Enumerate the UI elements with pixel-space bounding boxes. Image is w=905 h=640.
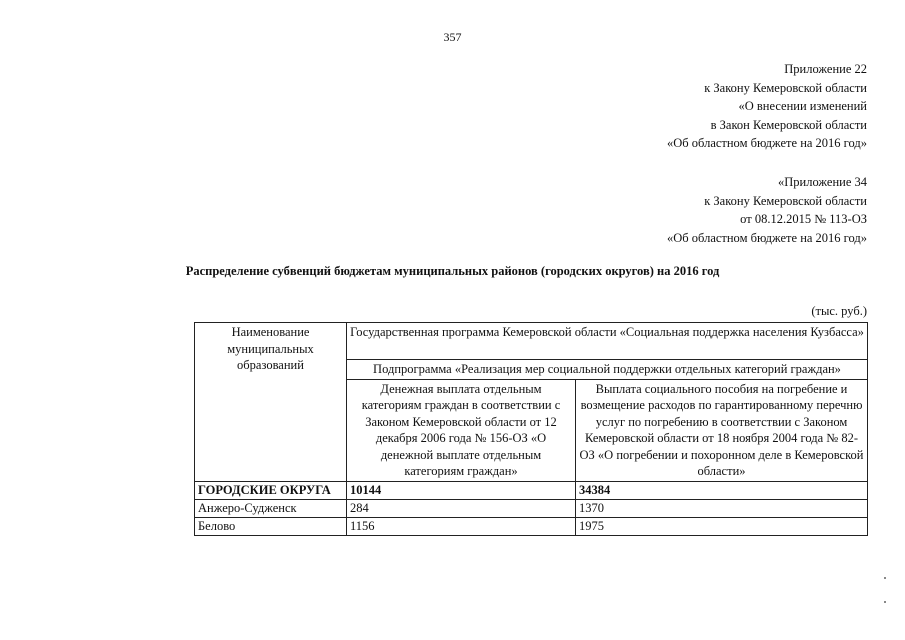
appendix-line: в Закон Кемеровской области xyxy=(710,117,867,132)
row-name: Белово xyxy=(195,517,347,535)
municipality-column-header: Наименование муниципальных образований xyxy=(195,323,347,482)
row-value-cash-payment: 10144 xyxy=(347,481,576,499)
appendix-line: к Закону Кемеровской области xyxy=(704,193,867,208)
row-name: ГОРОДСКИЕ ОКРУГА xyxy=(195,481,347,499)
appendix-line: «О внесении изменений xyxy=(738,99,867,114)
appendix-line: к Закону Кемеровской области xyxy=(704,80,867,95)
appendix-34-header xyxy=(667,173,867,247)
subvention-table xyxy=(194,322,868,536)
program-header: Государственная программа Кемеровской области «Социальная поддержка населения Кузбасса» xyxy=(347,323,868,360)
appendix-line: «Приложение 34 xyxy=(778,175,867,189)
appendix-line: «Об областном бюджете на 2016 год» xyxy=(667,230,867,245)
table-row xyxy=(195,499,868,517)
subprogram-header: Подпрограмма «Реализация мер социальной поддержки отдельных категорий граждан» xyxy=(347,360,868,380)
appendix-22-header xyxy=(667,60,867,153)
table-row xyxy=(195,517,868,535)
page-number: 357 xyxy=(443,30,462,44)
cash-payment-column-header: Денежная выплата отдельным категориям граждан в соответствии с Законом Кемеровской области от 12 декабря 2006 года № 156-ОЗ «О денежной выплате отдельным категориям граждан» xyxy=(347,379,576,481)
appendix-line: «Об областном бюджете на 2016 год» xyxy=(667,136,867,151)
row-value-burial-allowance: 1370 xyxy=(576,499,868,517)
scan-speck xyxy=(884,601,886,603)
burial-allowance-column-header: Выплата социального пособия на погребение и возмещение расходов по гарантированному перечню услуг по погребению в соответствии с Законом Кемеровской области от 18 ноября 2004 года № 82-ОЗ «О погребении и похоронном деле в Кемеровской области» xyxy=(576,379,868,481)
row-value-cash-payment: 284 xyxy=(347,499,576,517)
document-title: Распределение субвенций бюджетам муниципальных районов (городских округов) на 2016 год xyxy=(185,264,720,278)
units-label: (тыс. руб.) xyxy=(811,304,867,318)
row-value-burial-allowance: 34384 xyxy=(576,481,868,499)
scan-speck xyxy=(884,577,886,579)
row-value-cash-payment: 1156 xyxy=(347,517,576,535)
row-value-burial-allowance: 1975 xyxy=(576,517,868,535)
table-row xyxy=(195,481,868,499)
row-name: Анжеро-Судженск xyxy=(195,499,347,517)
appendix-line: от 08.12.2015 № 113-ОЗ xyxy=(740,212,867,227)
appendix-line: Приложение 22 xyxy=(784,62,867,76)
